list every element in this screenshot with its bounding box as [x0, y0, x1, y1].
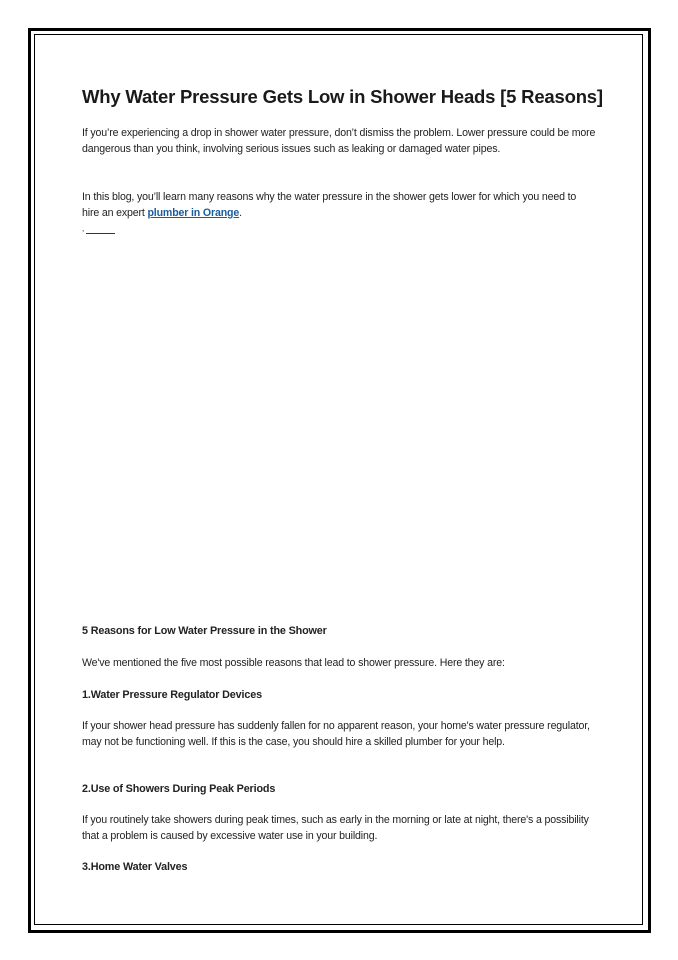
- intro-paragraph-2-text: In this blog, you’ll learn many reasons why the water pressure in the shower gets lower for which you need to hire an expert: [82, 191, 577, 219]
- reason-2-body: If you routinely take showers during peak times, such as early in the morning or late at night, there's a possibility that a problem is caused by excessive water use in your building.: [82, 814, 589, 842]
- intro-paragraph-2: [82, 190, 596, 221]
- document-title: Why Water Pressure Gets Low in Shower Heads [5 Reasons]: [82, 86, 603, 107]
- plumber-in-orange-link[interactable]: plumber in Orange: [147, 206, 240, 219]
- section-heading: 5 Reasons for Low Water Pressure in the Shower: [82, 625, 327, 637]
- reason-1-heading: 1.Water Pressure Regulator Devices: [82, 689, 262, 701]
- footnote-line: [86, 233, 115, 234]
- reason-1-body: If your shower head pressure has suddenly fallen for no apparent reason, your home's water pressure regulator, may not be functioning well. If this is the case, you should hire a skilled plumber for your help.: [82, 720, 590, 748]
- reason-3-heading: 3.Home Water Valves: [82, 861, 188, 873]
- footnote-separator: [82, 224, 116, 235]
- intro-paragraph-1: If you’re experiencing a drop in shower water pressure, don’t dismiss the problem. Lower pressure could be more dangerous than you think, involving serious issues such as leaking or damaged water pipes.: [82, 127, 596, 155]
- reason-2-heading: 2.Use of Showers During Peak Periods: [82, 783, 276, 795]
- footnote-mark: ,: [82, 224, 85, 233]
- section-intro: We've mentioned the five most possible reasons that lead to shower pressure. Here they are:: [82, 657, 505, 669]
- intro-paragraph-2-end: .: [239, 206, 242, 219]
